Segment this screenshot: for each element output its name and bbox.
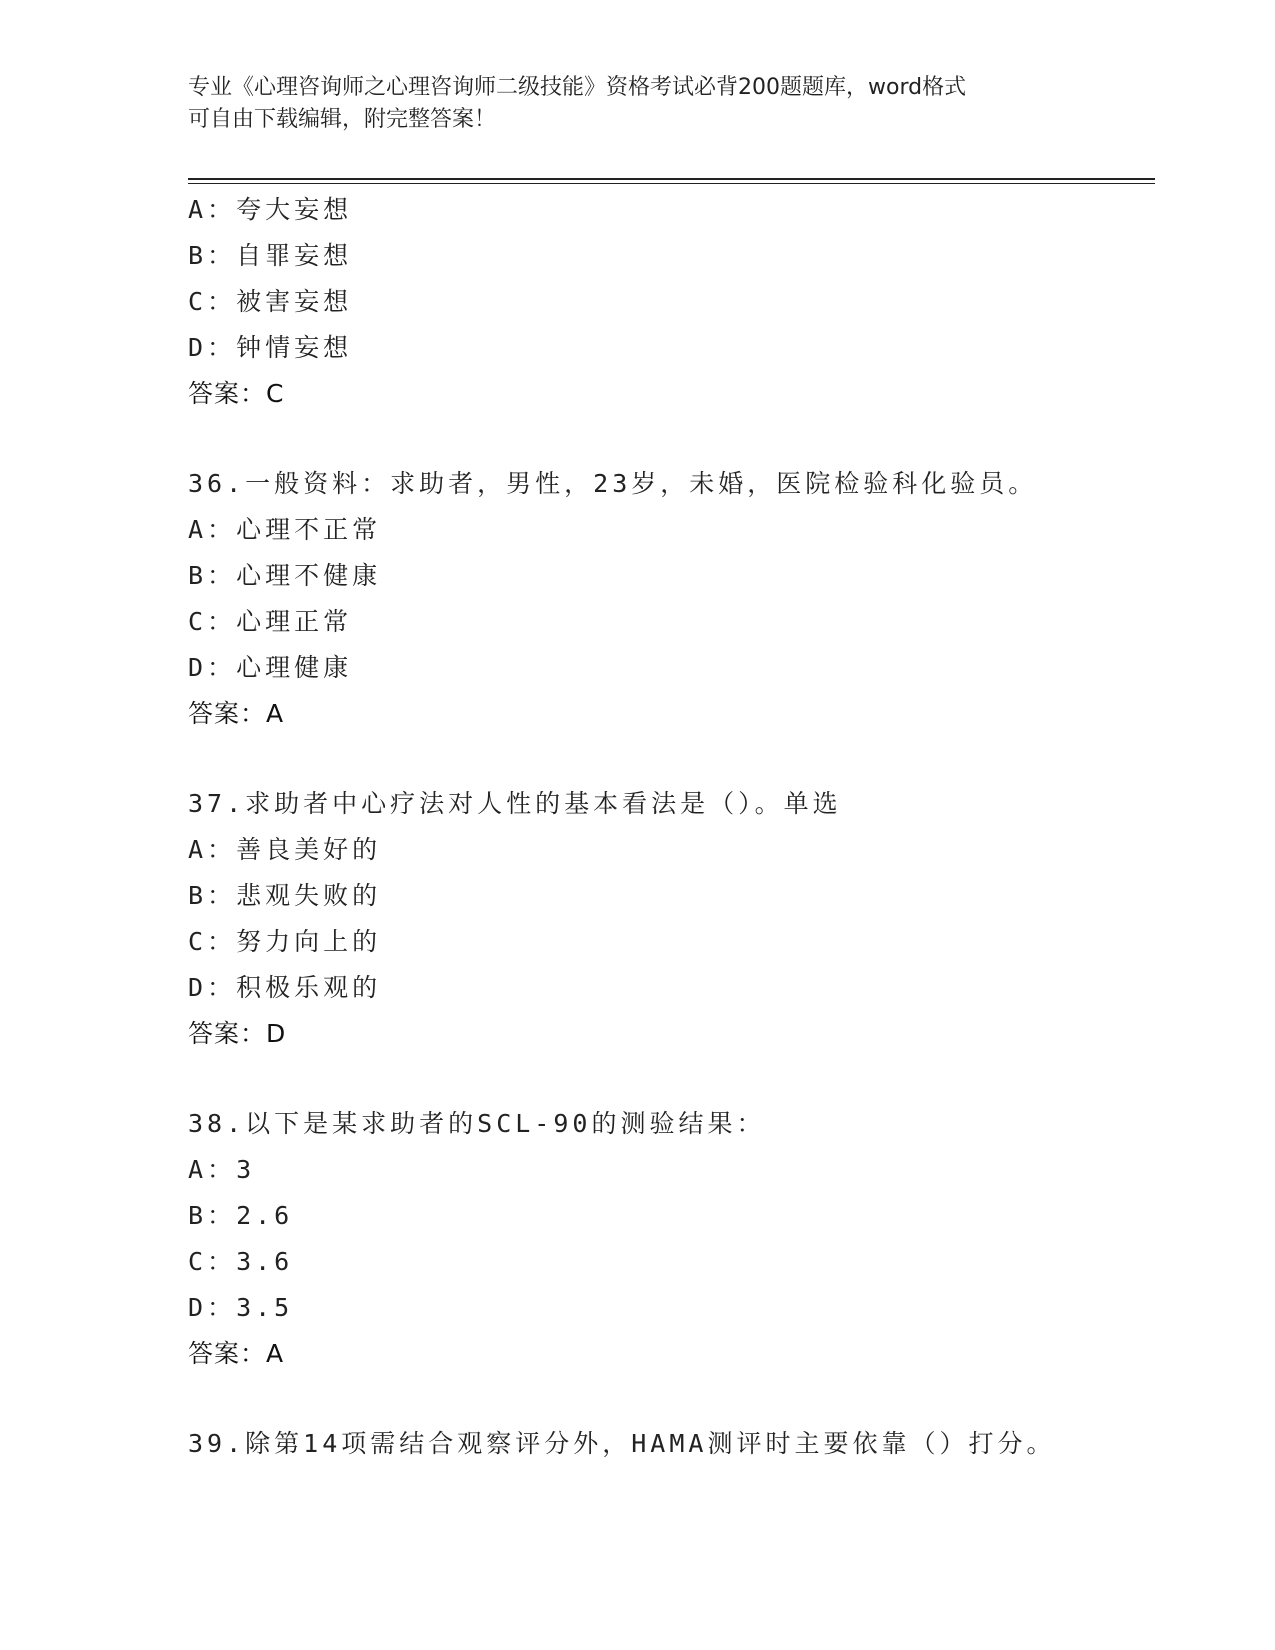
option-label: C：: [188, 1247, 237, 1276]
answer-line: 答案：D: [188, 1019, 287, 1048]
option-a: [188, 1147, 1148, 1193]
header-rule-thick: [188, 178, 1155, 180]
option-a: [188, 187, 1148, 233]
option-c: [188, 599, 1148, 645]
option-label: C：: [188, 607, 237, 636]
option-b: [188, 553, 1148, 599]
question-block-38: [188, 1101, 1148, 1377]
option-b: [188, 233, 1148, 279]
option-label: C：: [188, 927, 237, 956]
option-text: 心理健康: [236, 653, 353, 682]
option-text: 钟情妄想: [236, 333, 353, 362]
answer-line: 答案：C: [188, 379, 285, 408]
question-stem: 38.以下是某求助者的SCL-90的测验结果：: [188, 1109, 766, 1138]
option-d: [188, 325, 1148, 371]
option-label: D：: [188, 1293, 237, 1322]
option-text: 2.6: [236, 1201, 294, 1230]
option-text: 被害妄想: [236, 287, 353, 316]
option-text: 3.6: [236, 1247, 294, 1276]
question-block-37: [188, 781, 1148, 1057]
document-header: [188, 72, 1088, 136]
question-block-35: [188, 187, 1148, 417]
answer-line: 答案：A: [188, 699, 285, 728]
option-text: 积极乐观的: [236, 973, 382, 1002]
option-label: B：: [188, 881, 237, 910]
question-block-36: [188, 461, 1148, 737]
option-d: [188, 965, 1148, 1011]
question-block-39: [188, 1421, 1148, 1467]
option-c: [188, 1239, 1148, 1285]
option-d: [188, 1285, 1148, 1331]
option-b: [188, 873, 1148, 919]
option-text: 3: [236, 1155, 256, 1184]
option-text: 悲观失败的: [236, 881, 382, 910]
option-label: A：: [188, 835, 237, 864]
question-stem: 37.求助者中心疗法对人性的基本看法是（）。单选: [188, 789, 842, 818]
option-d: [188, 645, 1148, 691]
option-label: B：: [188, 241, 237, 270]
option-label: A：: [188, 1155, 237, 1184]
option-text: 努力向上的: [236, 927, 382, 956]
header-rule-thin: [188, 183, 1155, 184]
option-c: [188, 279, 1148, 325]
option-text: 3.5: [236, 1293, 294, 1322]
option-label: D：: [188, 973, 237, 1002]
option-label: B：: [188, 1201, 237, 1230]
option-label: A：: [188, 515, 237, 544]
option-a: [188, 827, 1148, 873]
option-c: [188, 919, 1148, 965]
header-line-1: 专业《心理咨询师之心理咨询师二级技能》资格考试必背200题题库，word格式: [188, 75, 967, 100]
option-text: 夸大妄想: [236, 195, 353, 224]
option-text: 心理不正常: [236, 515, 382, 544]
option-text: 心理正常: [236, 607, 353, 636]
question-stem: 39.除第14项需结合观察评分外，HAMA测评时主要依靠（）打分。: [188, 1429, 1056, 1458]
option-label: B：: [188, 561, 237, 590]
option-label: A：: [188, 195, 237, 224]
header-line-2: 可自由下载编辑，附完整答案！: [188, 107, 497, 132]
option-b: [188, 1193, 1148, 1239]
option-label: C：: [188, 287, 237, 316]
option-text: 心理不健康: [236, 561, 382, 590]
answer-line: 答案：A: [188, 1339, 285, 1368]
question-stem: 36.一般资料：求助者，男性，23岁，未婚，医院检验科化验员。: [188, 469, 1038, 498]
question-list: [188, 187, 1148, 1467]
option-text: 善良美好的: [236, 835, 382, 864]
option-a: [188, 507, 1148, 553]
option-text: 自罪妄想: [236, 241, 353, 270]
option-label: D：: [188, 653, 237, 682]
option-label: D：: [188, 333, 237, 362]
